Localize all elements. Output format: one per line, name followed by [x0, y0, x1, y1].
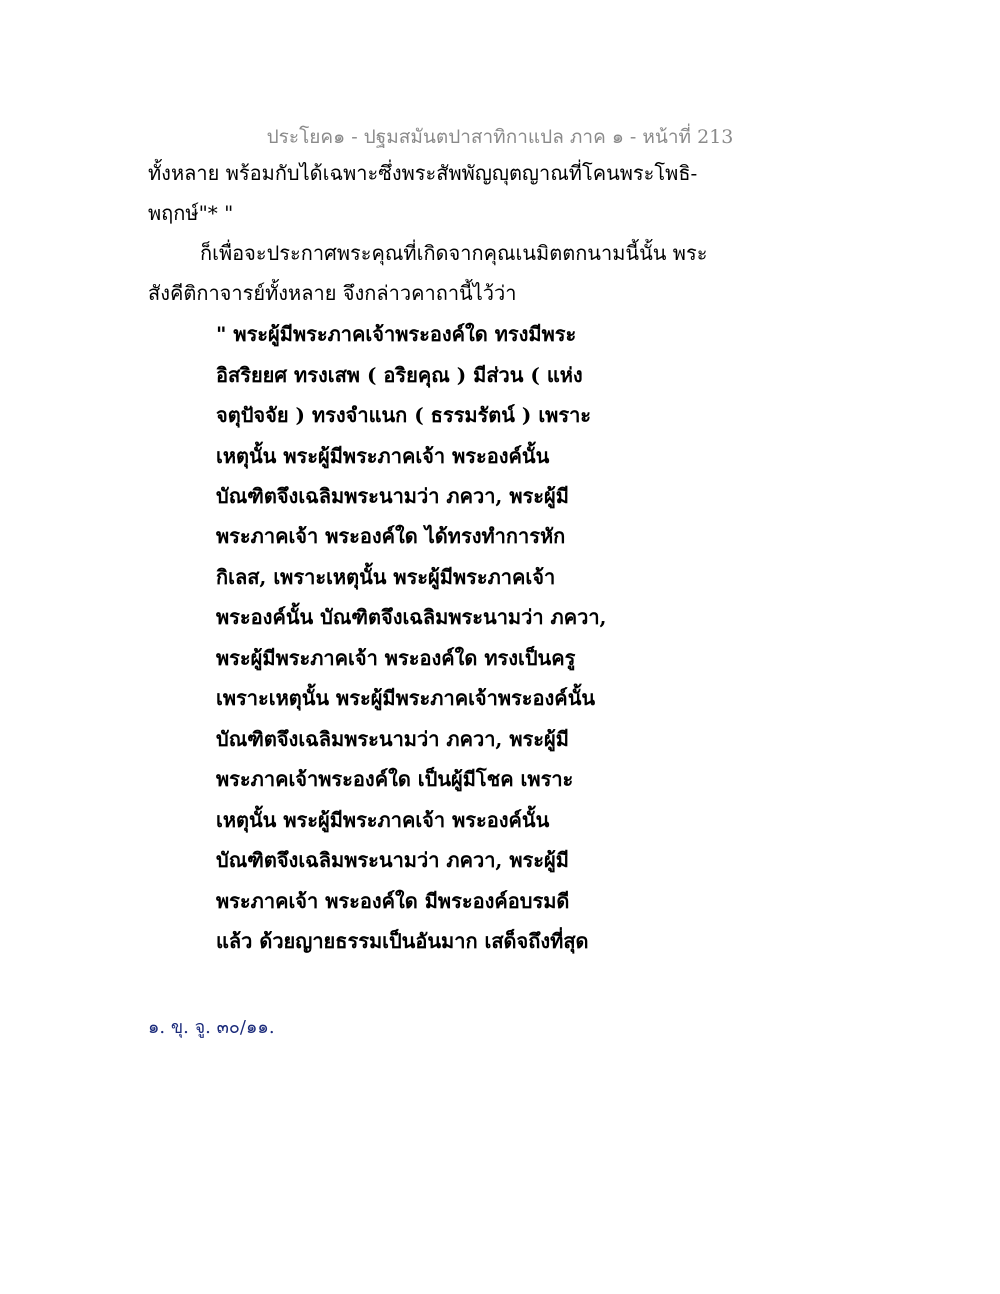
- verse-line: พระภาคเจ้าพระองค์ใด เป็นผู้มีโชค เพราะ: [216, 767, 574, 791]
- verse-line: บัณฑิตจึงเฉลิมพระนามว่า ภควา, พระผู้มี: [216, 484, 569, 508]
- verse-line: " พระผู้มีพระภาคเจ้าพระองค์ใด ทรงมีพระ: [216, 322, 577, 346]
- verse-line: เหตุนั้น พระผู้มีพระภาคเจ้า พระองค์นั้น: [216, 808, 550, 832]
- verse-line: เพราะเหตุนั้น พระผู้มีพระภาคเจ้าพระองค์นั้น: [216, 686, 596, 710]
- verse-line: จตุปัจจัย ) ทรงจำแนก ( ธรรมรัตน์ ) เพราะ: [216, 403, 592, 427]
- verse-line: บัณฑิตจึงเฉลิมพระนามว่า ภควา, พระผู้มี: [216, 848, 569, 872]
- verse-line: พระภาคเจ้า พระองค์ใด ได้ทรงทำการหัก: [216, 524, 566, 548]
- verse-line: แล้ว ด้วยญายธรรมเป็นอันมาก เสด็จถึงที่สุด: [216, 929, 589, 953]
- footnote: ๑. ขุ. จู. ๓๐/๑๑.: [148, 1017, 275, 1038]
- verse-line: บัณฑิตจึงเฉลิมพระนามว่า ภควา, พระผู้มี: [216, 727, 569, 751]
- body-text-line: สังคีติกาจารย์ทั้งหลาย จึงกล่าวคาถานี้ไว้ว่า: [148, 281, 517, 305]
- body-text-line: ทั้งหลาย พร้อมกับได้เฉพาะซึ่งพระสัพพัญญุตญาณที่โคนพระโพธิ-: [148, 161, 698, 185]
- verse-line: พระภาคเจ้า พระองค์ใด มีพระองค์อบรมดี: [216, 889, 570, 913]
- verse-line: เหตุนั้น พระผู้มีพระภาคเจ้า พระองค์นั้น: [216, 444, 550, 468]
- verse-line: พระองค์นั้น บัณฑิตจึงเฉลิมพระนามว่า ภควา,: [216, 605, 607, 629]
- page-header: ประโยค๑ - ปฐมสมันตปาสาทิกาแปล ภาค ๑ - หน้าที่ 213: [266, 126, 734, 148]
- verse-line: พระผู้มีพระภาคเจ้า พระองค์ใด ทรงเป็นครู: [216, 646, 576, 670]
- verse-line: กิเลส, เพราะเหตุนั้น พระผู้มีพระภาคเจ้า: [216, 565, 556, 589]
- body-text-line: ก็เพื่อจะประกาศพระคุณที่เกิดจากคุณเนมิตตกนามนี้นั้น พระ: [200, 241, 708, 265]
- verse-line: อิสริยยศ ทรงเสพ ( อริยคุณ ) มีส่วน ( แห่ง: [216, 363, 583, 387]
- body-text-line: พฤกษ์"* ": [148, 201, 234, 225]
